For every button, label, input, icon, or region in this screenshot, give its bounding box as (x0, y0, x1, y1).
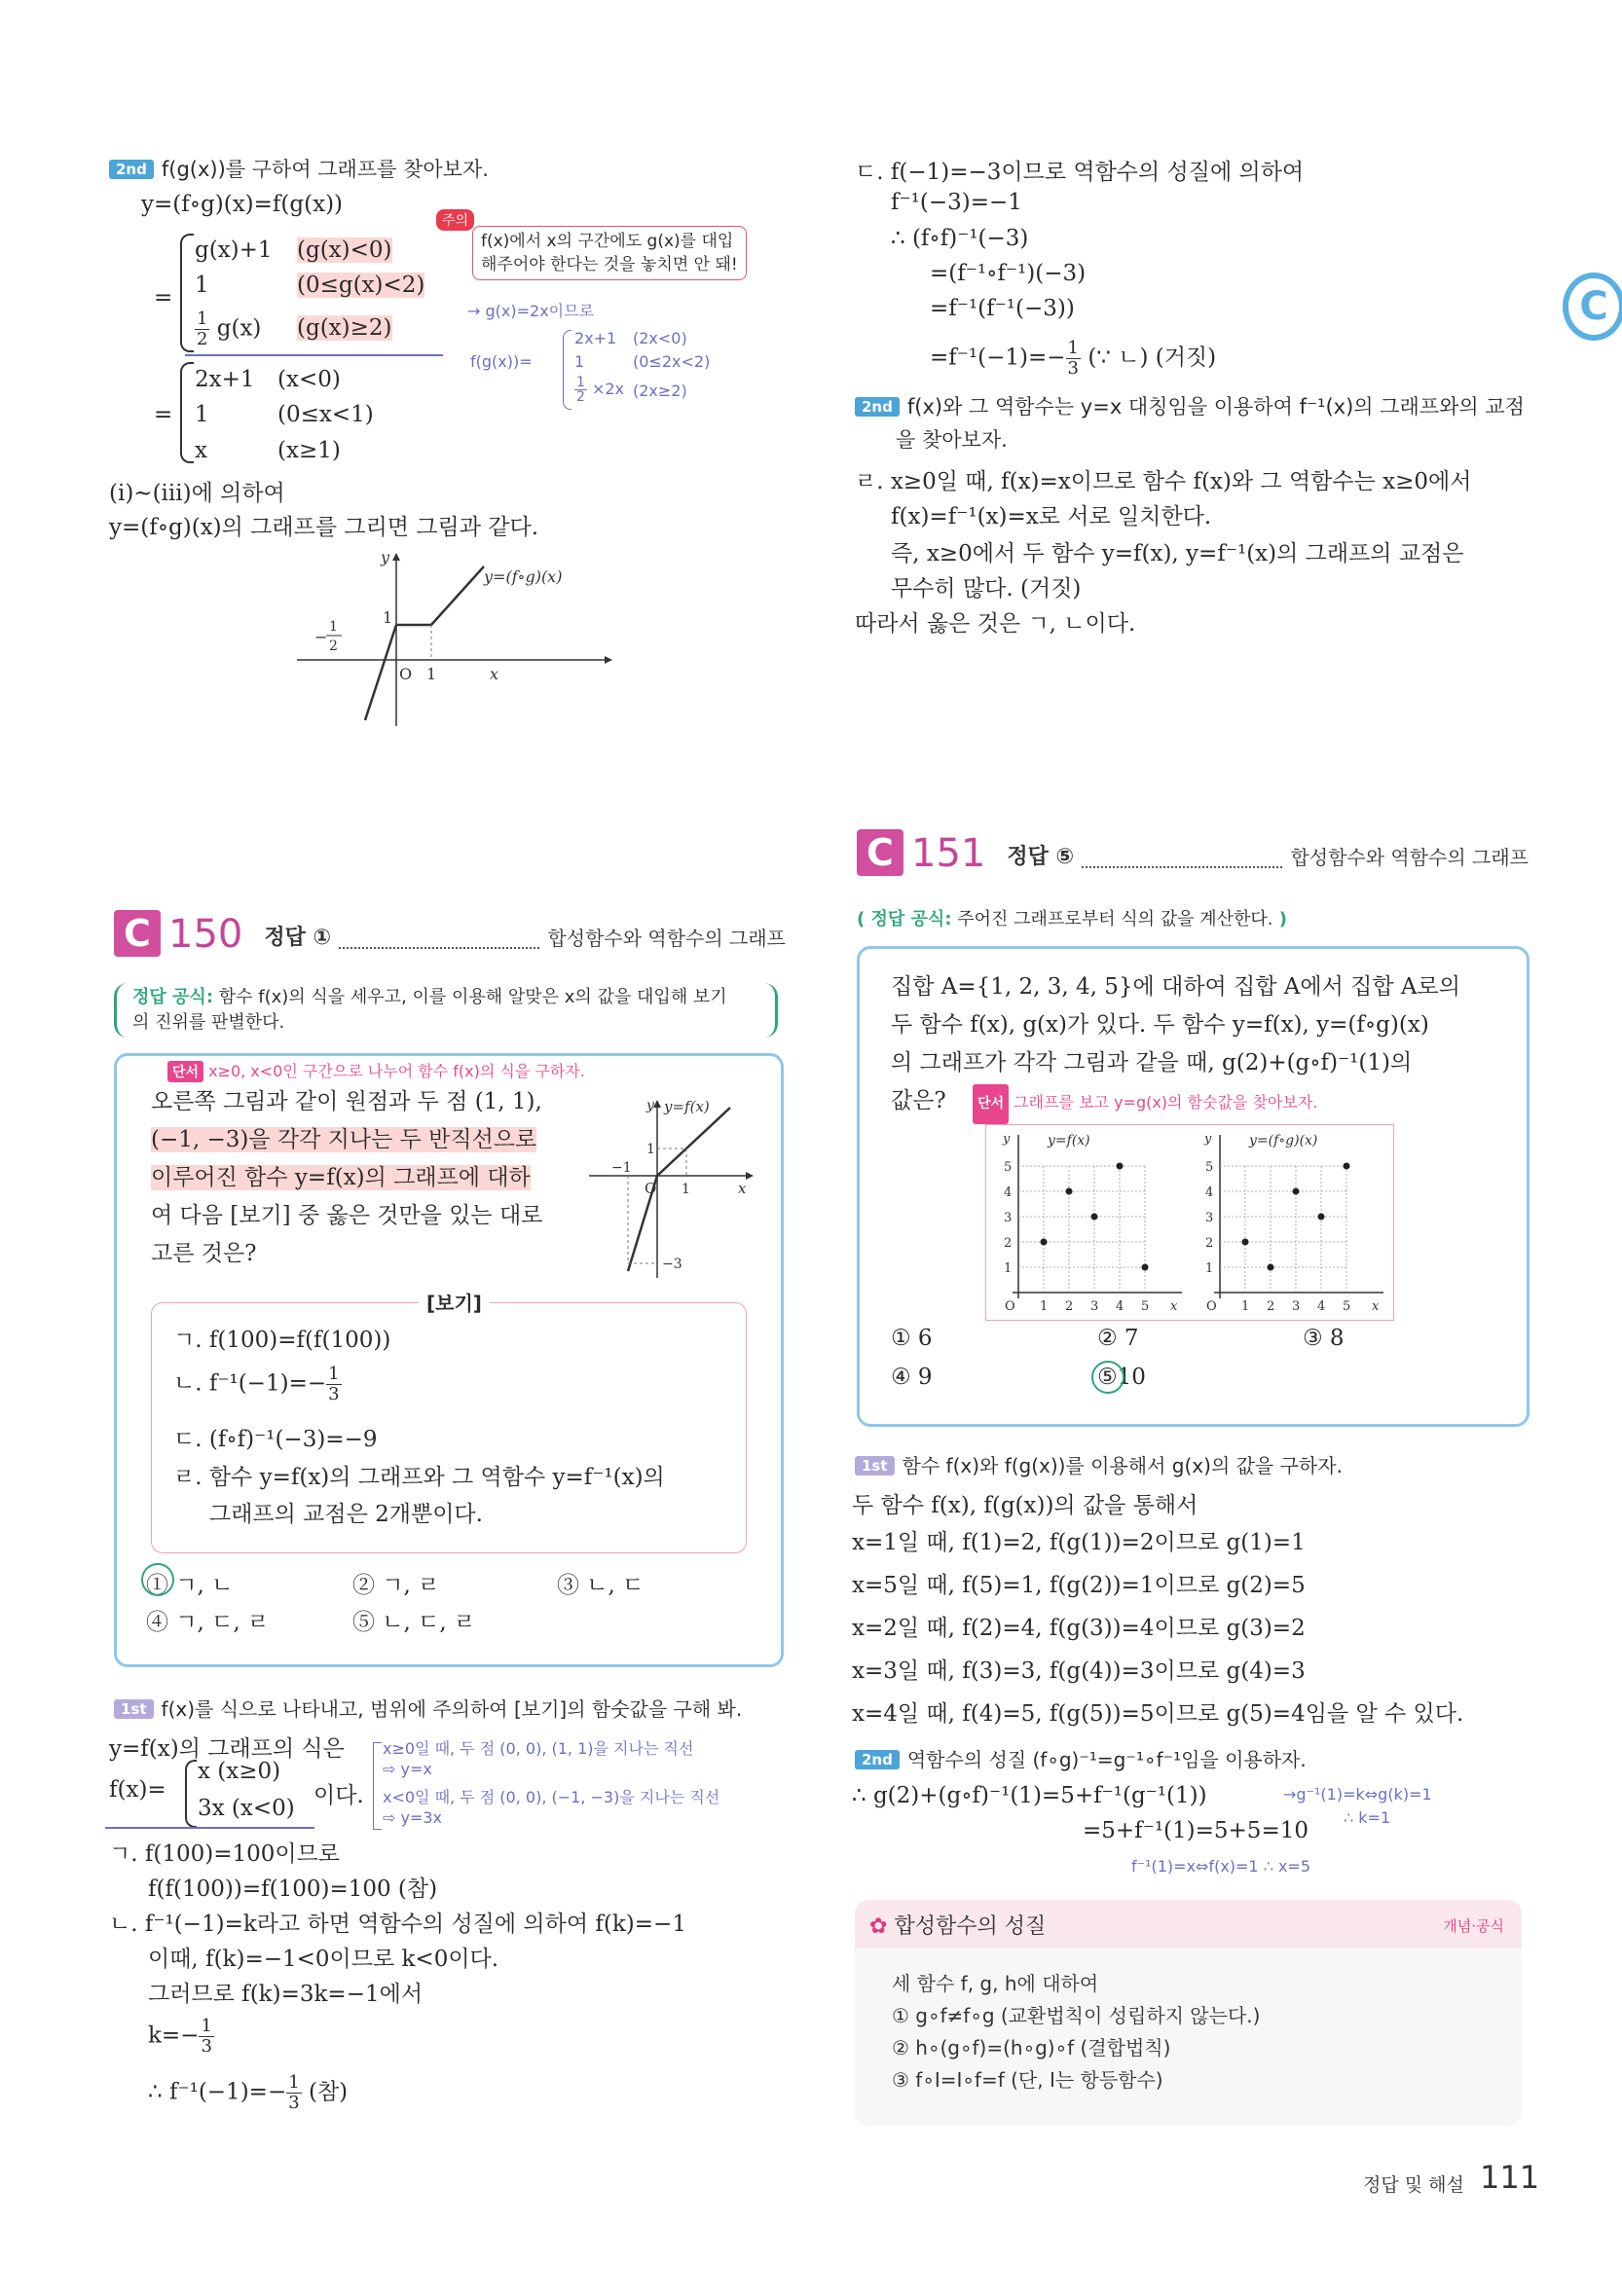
q150-tick-y1: 1 (646, 1142, 655, 1157)
q150-danseo: 단서 x≥0, x<0인 구간으로 나누어 함수 f(x)의 식을 구하자. (167, 1059, 585, 1082)
case-3-cond: (g(x)≥2) (297, 315, 392, 341)
q150-choice-3[interactable]: ③ ㄴ, ㄷ (557, 1573, 645, 1598)
q150-badge: C (114, 910, 161, 957)
q151-correct-mark (1091, 1361, 1124, 1394)
sol150-case-tail: 이다. (313, 1783, 364, 1808)
fg-case-1: 2x+1 (574, 329, 617, 347)
line-c3: ∴ (f∘f)⁻¹(−3) (891, 226, 1029, 251)
q151-graph-fog-point (1344, 1163, 1350, 1170)
caution-box: f(x)에서 x의 구간에도 g(x)를 대입 해주어야 한다는 것을 놓치면 안 돼! (472, 226, 747, 280)
q151-graph-f-y-tick: 4 (1004, 1185, 1013, 1200)
q151-graph-fog-point (1268, 1264, 1274, 1271)
q150-choice-4[interactable]: ④ ㄱ, ㄷ, ㄹ (146, 1610, 270, 1635)
bogi-d1: ㄹ. 함수 y=f(x)의 그래프와 그 역함수 y=f⁻¹(x)의 (173, 1465, 665, 1490)
q151-graph-f (991, 1129, 1186, 1314)
q151-graph-f-y-tick: 5 (1004, 1160, 1013, 1175)
line-c1: ㄷ. f(−1)=−3이므로 역함수의 성질에 의하여 (855, 160, 1305, 185)
sol150-note1: x≥0일 때, 두 점 (0, 0), (1, 1)을 지나는 직선 (383, 1739, 694, 1758)
sol151-row3: x=2일 때, f(2)=4, f(g(3))=4이므로 g(3)=2 (852, 1616, 1306, 1641)
line-r2: f(x)=f⁻¹(x)=x로 서로 일치한다. (891, 504, 1212, 529)
sol151-line0: 두 함수 f(x), f(g(x))의 값을 통해서 (852, 1493, 1198, 1518)
q150-formula: 정답 공식: 함수 f(x)의 식을 세우고, 이를 이용해 알맞은 x의 값을 대입해 보기 의 진위를 판별한다. (114, 983, 778, 1038)
sol150-f-label: f(x)= (109, 1777, 166, 1803)
caution-label: 주의 (436, 209, 474, 231)
sol150-a1: ㄱ. f(100)=100이므로 (109, 1841, 341, 1867)
page-number: 111 (1480, 2159, 1540, 2196)
sol150-line1: y=f(x)의 그래프의 식은 (109, 1736, 345, 1762)
correct-mark (141, 1563, 174, 1596)
fg-case-2: 1 (574, 352, 585, 371)
q151-graph-f-point (1041, 1239, 1048, 1246)
case-1: g(x)+1 (195, 237, 273, 263)
q151-choice-5[interactable]: ⑤10 (1097, 1365, 1146, 1390)
concept-tag: 개념·공식 (1443, 1917, 1504, 1935)
sol150-b5: ∴ f⁻¹(−1)=− $\frac{1}{3}$ (참) (148, 2072, 349, 2113)
q150-y-label: y (646, 1098, 654, 1113)
bogi-d2: 그래프의 교점은 2개뿐이다. (209, 1502, 483, 1527)
q151-graph-fog-y-tick: 2 (1205, 1236, 1214, 1251)
res-case-1-cond: (x<0) (277, 367, 341, 392)
q151-graph-fog-x-tick: 1 (1241, 1299, 1250, 1314)
fg-brace (563, 330, 571, 410)
q150-origin: O (645, 1180, 657, 1197)
sol150-note4: ⇨ y=3x (383, 1808, 443, 1827)
q151-graph-f-x-tick: 3 (1090, 1299, 1099, 1314)
step2-right: 2nd f(x)와 그 역함수는 y=x 대칭임을 이용하여 f⁻¹(x)의 그래프와의 교점 (855, 391, 1525, 420)
graph-tick-x1: 1 (426, 665, 437, 683)
q150-x-label: x (738, 1180, 747, 1197)
sol150-brace (185, 1760, 197, 1828)
case-3: $\frac{1}{2}$ g(x) (197, 309, 262, 349)
sol150-step1: 1st f(x)를 식으로 나타내고, 범위에 주의하여 [보기]의 함숫값을 구해 봐. (114, 1694, 742, 1722)
q150-topic: 합성함수와 역함수의 그래프 (547, 927, 786, 950)
line-c6: =f⁻¹(−1)=− $\frac{1}{3}$ (∵ ㄴ) (거짓) (930, 338, 1217, 379)
graph-neg-sign: − (314, 628, 328, 646)
q151-graph-fog-x-tick: 3 (1292, 1299, 1301, 1314)
q151-choice-4[interactable]: ④ 9 (891, 1365, 933, 1390)
q151-graph-fog-y-tick: 4 (1205, 1185, 1214, 1200)
q151-graph-f-x-tick: 1 (1040, 1299, 1049, 1314)
q151-graph-f-y-tick: 2 (1004, 1236, 1013, 1251)
graph-fog (287, 545, 628, 730)
q151-choice-2[interactable]: ② 7 (1097, 1326, 1139, 1351)
q151-topic: 합성함수와 역함수의 그래프 (1290, 846, 1529, 869)
conclusion-2: y=(f∘g)(x)의 그래프를 그리면 그림과 같다. (109, 515, 539, 540)
gx-note: → g(x)=2x이므로 (467, 302, 595, 320)
q151-graph-fog-point (1318, 1214, 1325, 1221)
q151-graph-fog-y-tick: 5 (1205, 1160, 1214, 1175)
q151-graph-f-x-tick: 4 (1116, 1299, 1124, 1314)
underline (185, 354, 443, 356)
q151-graph-fog-x-tick: 4 (1317, 1299, 1326, 1314)
concept-box (855, 1900, 1522, 2126)
q151-formula: ( 정답 공식: 주어진 그래프로부터 식의 값을 계산한다. ) (857, 909, 1287, 929)
q151-graph-fog-y-tick: 3 (1205, 1211, 1214, 1225)
graph-curve-label: y=(f∘g)(x) (484, 567, 563, 586)
q150-bogi-title: [보기] (419, 1288, 490, 1316)
sol151-calc1-note: →g⁻¹(1)=k⇔g(k)=1 (1283, 1785, 1432, 1804)
sol150-a2: f(f(100))=f(100)=100 (참) (148, 1877, 438, 1902)
fg-case-1-cond: (2x<0) (633, 329, 687, 347)
q150-header (114, 910, 786, 957)
conclusion-1: (i)~(iii)에 의하여 (109, 481, 285, 506)
sol150-note-bracket (373, 1742, 382, 1830)
sol150-underline (105, 1827, 314, 1829)
step2-right-line2: 을 찾아보자. (896, 428, 1008, 452)
sol150-case1: x (x≥0) (198, 1759, 281, 1784)
sol151-calc-note3: f⁻¹(1)=x⇔f(x)=1 ∴ x=5 (1131, 1857, 1311, 1876)
bogi-b: ㄴ. f⁻¹(−1)=− $\frac{1}{3}$ (173, 1364, 340, 1404)
brace-2 (180, 362, 194, 463)
q151-graph-fog-curve-label: y=(f∘g)(x) (1249, 1133, 1318, 1148)
sol151-calc2: =5+f⁻¹(1)=5+5=10 (1083, 1818, 1309, 1843)
q150-number: 150 (168, 912, 243, 957)
q150-choice-5[interactable]: ⑤ ㄴ, ㄷ, ㄹ (352, 1610, 476, 1635)
graph-origin: O (399, 665, 413, 683)
graph-tick-y1: 1 (383, 608, 393, 627)
sol151-row2: x=5일 때, f(5)=1, f(g(2))=1이므로 g(2)=5 (852, 1573, 1306, 1598)
q151-choice-3[interactable]: ③ 8 (1303, 1326, 1345, 1351)
sol150-note2: ⇨ y=x (383, 1760, 432, 1778)
q151-graph-fog-point (1242, 1239, 1249, 1246)
q151-answer: 정답 ⑤ (1007, 845, 1075, 869)
q151-graph-fog-y-tick: 1 (1205, 1261, 1214, 1276)
brace (180, 234, 194, 352)
res-case-2-cond: (0≤x<1) (277, 402, 374, 427)
q151-graph-f-point (1091, 1214, 1098, 1221)
fg-label: f(g(x))= (470, 352, 533, 371)
fg-case-3: $\frac{1}{2}$ ×2x (576, 375, 625, 405)
q151-graph-fog-x-tick: 2 (1267, 1299, 1275, 1314)
q151-graph-fog-origin: O (1206, 1299, 1217, 1314)
q150-choice-2[interactable]: ② ㄱ, ㄹ (352, 1573, 440, 1598)
q151-graph-f-x-tick: 5 (1141, 1299, 1150, 1314)
q151-choice-1[interactable]: ① 6 (891, 1326, 933, 1351)
q151-graph-f-x-label: x (1170, 1299, 1178, 1314)
sol150-b2: 이때, f(k)=−1<0이므로 k<0이다. (148, 1947, 499, 1972)
q151-problem-text: 집합 A={1, 2, 3, 4, 5}에 대하여 집합 A에서 집합 A로의 두 함수 f(x), g(x)가 있다. 두 함수 y=f(x), y=(f∘g)(x) 의 그래프가 각각 그림과 같을 때, g(2)+(g∘f)⁻¹(1)의 값은? 단서 그래프를 보고 y=g(x)의 함숫값을 찾아보자. (891, 968, 1460, 1124)
sol151-calc1-note2: ∴ k=1 (1344, 1808, 1391, 1827)
q150-curve-label: y=f(x) (664, 1098, 710, 1115)
q151-graph-fog (1193, 1129, 1387, 1314)
res-case-2: 1 (195, 402, 209, 427)
step2-header: 2nd f(g(x))를 구하여 그래프를 찾아보자. (109, 154, 489, 183)
q151-graph-f-y-tick: 3 (1004, 1211, 1013, 1225)
case-1-cond: (g(x)<0) (297, 237, 392, 263)
line-c2: f⁻¹(−3)=−1 (891, 190, 1022, 215)
final-answer: 따라서 옳은 것은 ㄱ, ㄴ이다. (855, 611, 1136, 637)
sol150-note3: x<0일 때, 두 점 (0, 0), (−1, −3)을 지나는 직선 (383, 1788, 720, 1806)
q150-answer: 정답 ① (264, 926, 332, 950)
q150-choice-1[interactable]: ① ㄱ, ㄴ (146, 1573, 234, 1598)
q150-problem-text: 오른쪽 그림과 같이 원점과 두 점 (1, 1), (−1, −3)을 각각 지나는 두 반직선으로 이루어진 함수 y=f(x)의 그래프에 대하 여 다음 [보기] 중 옳은 것만을 있는 대로 고른 것은? (151, 1089, 543, 1266)
composite-equation: y=(f∘g)(x)=f(g(x)) (141, 192, 344, 217)
q151-graph-f-x-tick: 2 (1065, 1299, 1074, 1314)
q150-graph (584, 1098, 759, 1283)
graph-half-n: 1 (329, 619, 338, 635)
bogi-a: ㄱ. f(100)=f(f(100)) (173, 1328, 391, 1353)
q151-graph-f-point (1142, 1264, 1149, 1271)
q151-badge: C (857, 829, 903, 876)
res-case-3: x (195, 438, 207, 463)
sol151-row5: x=4일 때, f(4)=5, f(g(5))=5이므로 g(5)=4임을 알 수 있다. (852, 1701, 1464, 1727)
sol151-step1: 1st 함수 f(x)와 f(g(x))를 이용해서 g(x)의 값을 구하자. (855, 1450, 1343, 1478)
q151-graph-f-point (1066, 1188, 1073, 1195)
q151-graph-fog-point (1293, 1188, 1300, 1195)
q151-graph-f-curve-label: y=f(x) (1048, 1133, 1090, 1148)
line-c4: =(f⁻¹∘f⁻¹)(−3) (930, 261, 1087, 286)
q151-graph-f-y-tick: 1 (1004, 1261, 1013, 1276)
sol150-case2: 3x (x<0) (198, 1796, 295, 1821)
line-c5: =f⁻¹(f⁻¹(−3)) (930, 296, 1075, 321)
sol151-step2: 2nd 역함수의 성질 (f∘g)⁻¹=g⁻¹∘f⁻¹임을 이용하자. (855, 1744, 1307, 1772)
fg-case-3-cond: (2x≥2) (633, 382, 687, 400)
q151-graph-fog-y-label: y (1204, 1132, 1212, 1147)
case-2: 1 (195, 273, 209, 298)
graph-y-label: y (381, 548, 390, 566)
case-2-cond: (0≤g(x)<2) (297, 273, 425, 298)
sol150-b4: k=− $\frac{1}{3}$ (148, 2016, 212, 2057)
sol150-b3: 그러므로 f(k)=3k=−1에서 (148, 1982, 424, 2007)
line-r1: ㄹ. x≥0일 때, f(x)=x이므로 함수 f(x)와 그 역함수는 x≥0에서 (855, 469, 1472, 494)
res-case-1: 2x+1 (195, 367, 255, 392)
q151-graph-f-y-label: y (1003, 1132, 1011, 1147)
fg-case-2-cond: (0≤2x<2) (633, 352, 711, 371)
concept-title: ✿ 합성함수의 성질 (869, 1914, 1047, 1939)
q151-header (857, 829, 1529, 876)
q151-graph-fog-x-tick: 5 (1343, 1299, 1351, 1314)
sol151-row1: x=1일 때, f(1)=2, f(g(1))=2이므로 g(1)=1 (852, 1530, 1306, 1555)
bogi-c: ㄷ. (f∘f)⁻¹(−3)=−9 (173, 1427, 378, 1452)
q150-tick-xm1: −1 (611, 1160, 632, 1176)
graph-half-d: 2 (329, 638, 338, 654)
q151-graph-f-point (1117, 1163, 1124, 1170)
footer-label: 정답 및 해설 (1363, 2174, 1464, 2196)
q150-tick-x1: 1 (682, 1182, 690, 1197)
side-tab-c: C (1563, 273, 1622, 341)
sol151-row4: x=3일 때, f(3)=3, f(g(4))=3이므로 g(4)=3 (852, 1658, 1306, 1684)
q151-graph-f-origin: O (1005, 1299, 1015, 1314)
res-case-3-cond: (x≥1) (277, 438, 341, 463)
graph-x-label: x (490, 665, 499, 683)
sol150-b1: ㄴ. f⁻¹(−1)=k라고 하면 역함수의 성질에 의하여 f(k)=−1 (109, 1912, 686, 1937)
line-r4: 무수히 많다. (거짓) (891, 576, 1082, 601)
concept-content: 세 함수 f, g, h에 대하여 ① g∘f≠f∘g (교환법칙이 성립하지 않는다.) ② h∘(g∘f)=(h∘g)∘f (결합법칙) ③ f∘I=I∘f=f (단, I는 항등함수) (892, 1972, 1261, 2092)
q151-graph-fog-x-label: x (1372, 1299, 1380, 1314)
sol151-calc1: ∴ g(2)+(g∘f)⁻¹(1)=5+f⁻¹(g⁻¹(1)) (852, 1783, 1207, 1808)
q151-number: 151 (911, 831, 986, 876)
q150-tick-ym3: −3 (662, 1257, 682, 1272)
line-r3: 즉, x≥0에서 두 함수 y=f(x), y=f⁻¹(x)의 그래프의 교점은 (891, 541, 1464, 566)
